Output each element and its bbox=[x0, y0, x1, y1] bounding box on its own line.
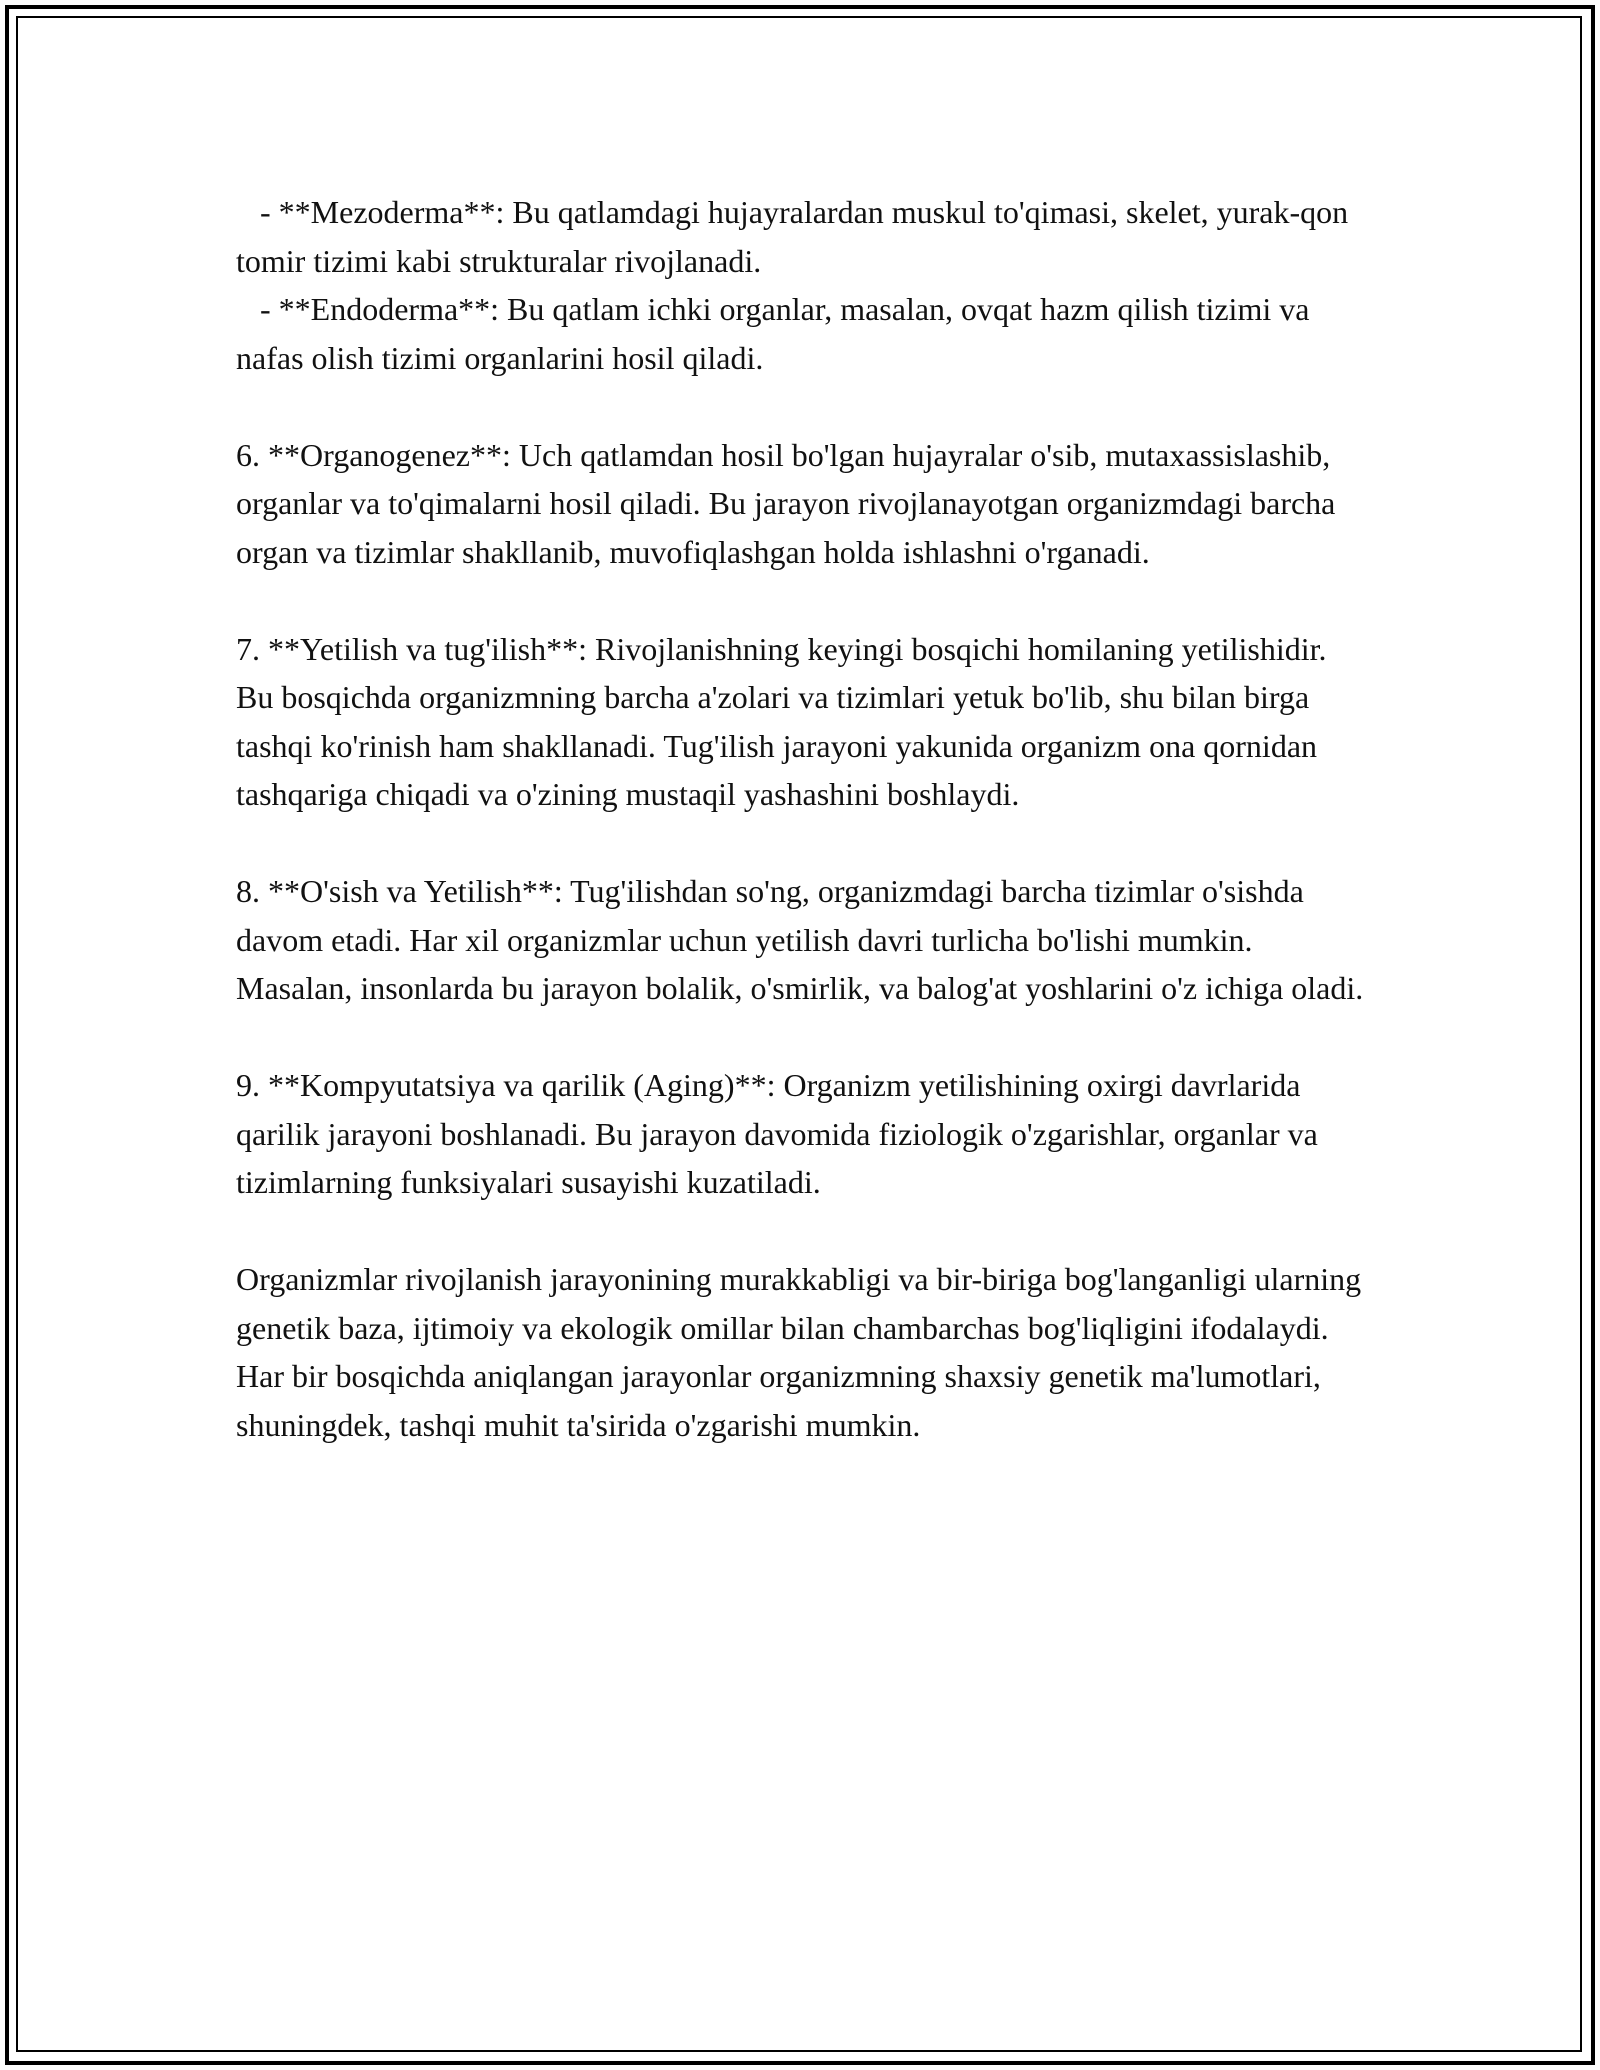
paragraph-conclusion: Organizmlar rivojlanish jarayonining murakkabligi va bir-biriga bog'langanligi ularning genetik baza, ijtimoiy va ekologik omillar bilan chambarchas bog'liqligini ifodalaydi. Har bir bosqichda aniqlangan jarayonlar organizmning shaxsiy genetik ma'lumotlari, shuningdek, tashqi muhit ta'sirida o'zgarishi mumkin. bbox=[236, 1261, 1370, 1443]
paragraph-spacer bbox=[236, 1207, 1366, 1256]
paragraph-spacer bbox=[236, 819, 1366, 868]
paragraph-qarilik: 9. **Kompyutatsiya va qarilik (Aging)**: Organizm yetilishining oxirgi davrlarida qarilik jarayoni boshlanadi. Bu jarayon davomida fiziologik o'zgarishlar, organlar va tizimlarning funksiyalari susayishi kuzatiladi. bbox=[236, 1067, 1326, 1200]
paragraph-spacer bbox=[236, 1013, 1366, 1062]
paragraph-spacer bbox=[236, 576, 1366, 625]
paragraph-endoderma: - **Endoderma**: Bu qatlam ichki organlar, masalan, ovqat hazm qilish tizimi va nafas olish tizimi organlarini hosil qiladi. bbox=[236, 291, 1318, 376]
paragraph-spacer bbox=[236, 382, 1366, 431]
paragraph-organogenez: 6. **Organogenez**: Uch qatlamdan hosil bo'lgan hujayralar o'sib, mutaxassislashib, organlar va to'qimalarni hosil qiladi. Bu jarayon rivojlanayotgan organizmdagi barcha organ va tizimlar shakllanib, muvofiqlashgan holda ishlashni o'rganadi. bbox=[236, 436, 1344, 570]
paragraph-osish-yetilish: 8. **O'sish va Yetilish**: Tug'ilishdan so'ng, organizmdagi barcha tizimlar o'sishda davom etadi. Har xil organizmlar uchun yetilish davri turlicha bo'lishi mumkin. Masalan, insonlarda bu jarayon bolalik, o'smirlik, va balog'at yoshlarini o'z ichiga oladi. bbox=[236, 873, 1364, 1006]
paragraph-mezoderma: - **Mezoderma**: Bu qatlamdagi hujayralardan muskul to'qimasi, skelet, yurak-qon tomir tizimi kabi strukturalar rivojlanadi. bbox=[236, 194, 1357, 279]
document-body bbox=[236, 188, 1370, 1449]
paragraph-yetilish-tugilish: 7. **Yetilish va tug'ilish**: Rivojlanishning keyingi bosqichi homilaning yetilishidir. Bu bosqichda organizmning barcha a'zolari va tizimlari yetuk bo'lib, shu bilan birga tashqi ko'rinish ham shakllanadi. Tug'ilish jarayoni yakunida organizm ona qornidan tashqariga chiqadi va o'zining mustaqil yashashini boshlaydi. bbox=[236, 630, 1335, 812]
